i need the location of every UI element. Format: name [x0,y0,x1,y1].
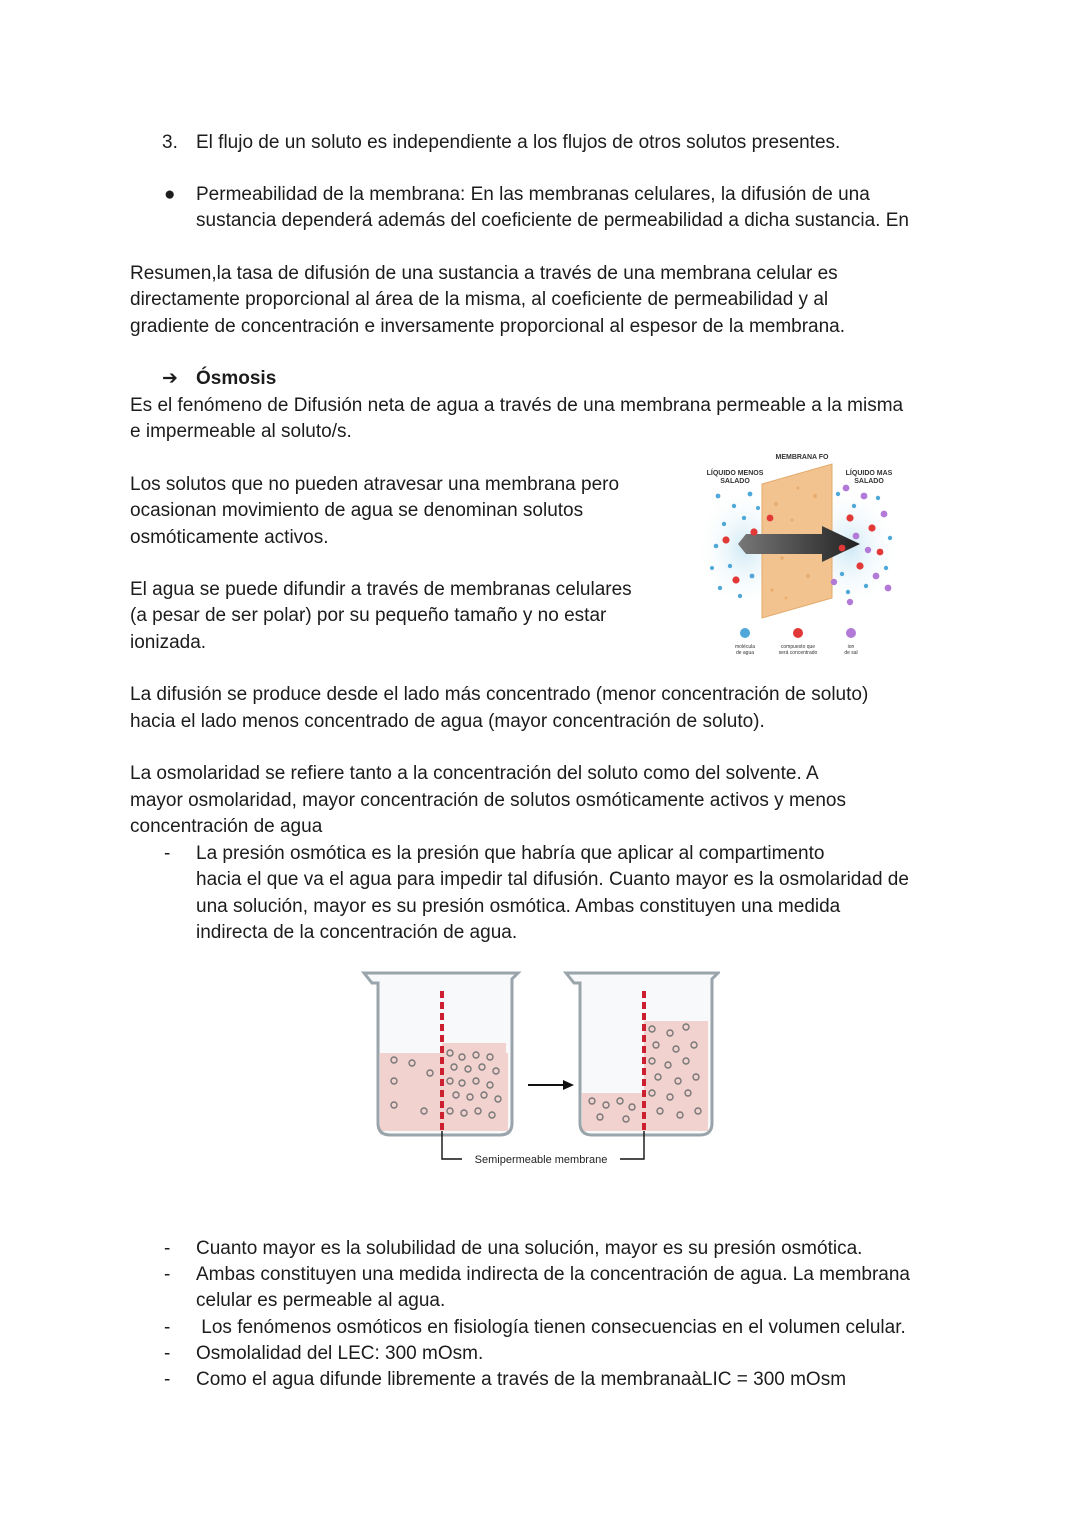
list-item: Osmolalidad del LEC: 300 mOsm. [196,1343,484,1364]
list-item: Los fenómenos osmóticos en fisiología tienen consecuencias en el volumen celular. [196,1317,906,1338]
water-molecule-icon [740,628,750,638]
resumen-line: directamente proporcional al área de la misma, al coeficiente de permeabilidad y al [130,289,829,310]
item-3-text: El flujo de un soluto es independiente a los flujos de otros solutos presentes. [196,132,841,153]
list-item: Ambas constituyen una medida indirecta de la concentración de agua. La membrana [196,1264,910,1285]
right-side-label: LÍQUIDO MAS [845,470,893,477]
transition-arrow-icon [528,1080,574,1090]
legend-label: ion [847,644,855,650]
difusion-line: hacia el lado menos concentrado de agua (mayor concentración de soluto). [130,711,765,732]
difusion-line: La difusión se produce desde el lado más concentrado (menor concentración de soluto) [130,684,869,705]
solutos-line: ocasionan movimiento de agua se denominan solutos [130,500,584,521]
heading-arrow: ➔ [162,368,178,389]
section-heading: Ósmosis [196,368,277,389]
bullet-line: sustancia dependerá además del coeficiente de permeabilidad a dicha sustancia. En [196,210,909,231]
osmolaridad-line: concentración de agua [130,816,323,837]
dash-marker: - [164,1343,171,1364]
membrane-label: MEMBRANA FO [775,454,829,461]
beakers-figure [360,965,720,1170]
dash-marker: - [164,1238,171,1259]
bullet-dot: ● [164,184,176,205]
legend-label: será concentrado [778,650,818,656]
left-side-label: SALADO [720,478,750,485]
resumen-line: gradiente de concentración e inversamente proporcional al espesor de la membrana. [130,316,846,337]
definition-line: e impermeable al soluto/s. [130,421,352,442]
list-item-continued: celular es permeable al agua. [196,1290,446,1311]
compound-icon [793,628,803,638]
osmolaridad-line: mayor osmolaridad, mayor concentración de solutos osmóticamente activos y menos [130,790,846,811]
solutos-line: Los solutos que no pueden atravesar una membrana pero [130,474,620,495]
solutos-line: osmóticamente activos. [130,527,329,548]
definition-line: Es el fenómeno de Difusión neta de agua a través de una membrana permeable a la misma [130,395,904,416]
bullet-line: Permeabilidad de la membrana: En las membranas celulares, la difusión de una [196,184,870,205]
dash-marker: - [164,843,171,864]
legend-label: de sal [844,650,858,656]
legend-label: de agua [735,650,755,656]
legend-label: molécula [734,644,756,650]
dash-marker: - [164,1264,171,1285]
resumen-line: Resumen,la tasa de difusión de una sustancia a través de una membrana celular es [130,263,838,284]
right-side-label: SALADO [854,478,884,485]
presion-line: La presión osmótica es la presión que habría que aplicar al compartimento [196,843,825,864]
dash-marker: - [164,1317,171,1338]
presion-line: una solución, mayor es su presión osmótica. Ambas constituyen una medida [196,896,841,917]
list-item: Cuanto mayor es la solubilidad de una solución, mayor es su presión osmótica. [196,1238,863,1259]
legend-label: compuesto que [780,644,816,650]
membrane-osmosis-figure [690,448,910,666]
list-item: Como el agua difunde libremente a través de la membranaàLIC = 300 mOsm [196,1369,847,1390]
left-side-label: LÍQUIDO MENOS [706,470,764,477]
membrane-caption: Semipermeable membrane [474,1154,608,1166]
beaker-after [566,973,718,1135]
agua-line: El agua se puede difundir a través de membranas celulares [130,579,632,600]
agua-line: (a pesar de ser polar) por su pequeño tamaño y no estar [130,605,607,626]
salt-ion-icon [846,628,856,638]
presion-line: indirecta de la concentración de agua. [196,922,518,943]
list-number: 3. [162,132,178,153]
dash-marker: - [164,1369,171,1390]
beaker-before [364,973,518,1135]
agua-line: ionizada. [130,632,207,653]
presion-line: hacia el que va el agua para impedir tal difusión. Cuanto mayor es la osmolaridad de [196,869,909,890]
osmolaridad-line: La osmolaridad se refiere tanto a la concentración del soluto como del solvente. A [130,763,819,784]
